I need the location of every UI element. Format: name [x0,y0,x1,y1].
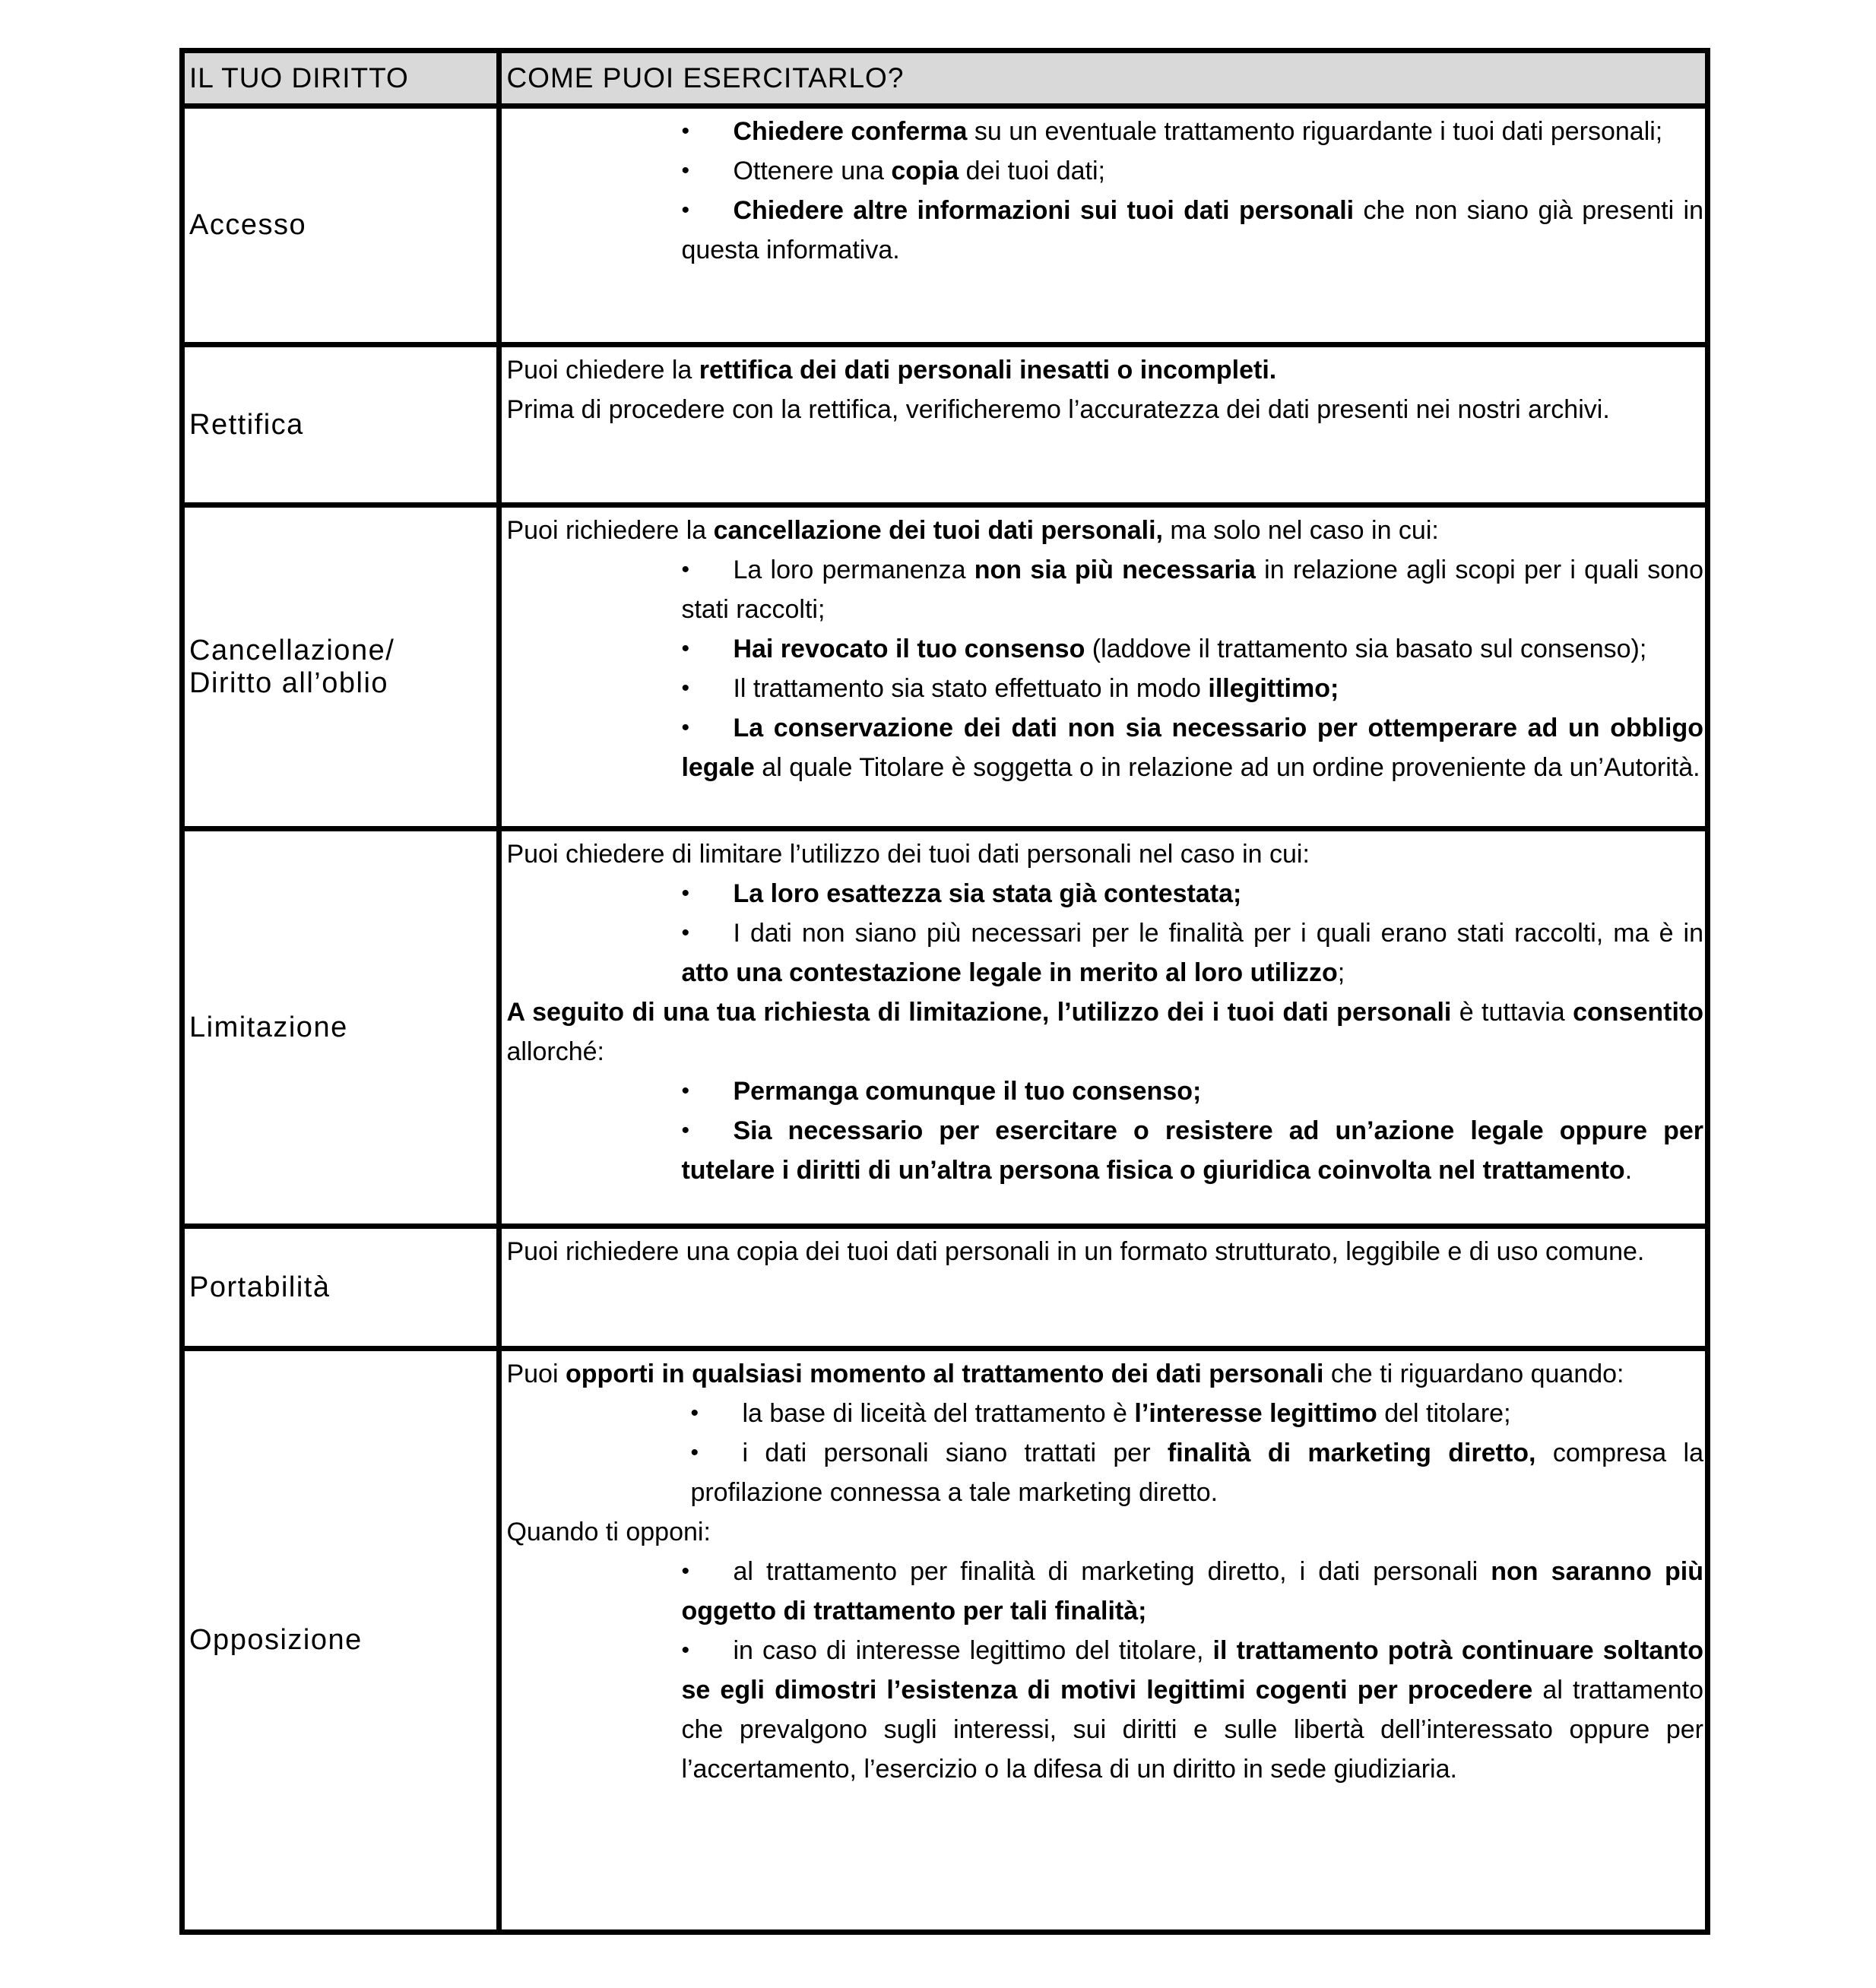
list-item: • Permanga comunque il tuo consenso; [681,1072,1703,1111]
list-item: • al trattamento per finalità di marketing diretto, i dati personali non saranno più oggetto di trattamento per tali finalità; [681,1552,1703,1631]
bullet-icon: • [681,198,689,223]
rights-table [179,48,1710,1935]
table-row-portabilita [182,1227,1708,1349]
header-how: COME PUOI ESERCITARLO? [499,51,1708,106]
right-description: Puoi chiedere di limitare l’utilizzo dei tuoi dati personali nel caso in cui: • La loro esattezza sia stata già contestata; • I dati non siano più necessari per le finalità per i quali erano stati raccolti, ma è in atto una contestazione legale in merito al loro utilizzo; A seguito di una tua richiesta di limitazione, l’utilizzo dei i tuoi dati personali è tuttavia consentito allorché: • Permanga comunque il tuo consenso; • Sia necessario per esercitare o resistere ad un’azione legale oppure per tutelare i diritti di un’altra persona fisica o giuridica coinvolta nel trattamento. [499,829,1708,1227]
bullet-icon: • [681,920,689,945]
list-item: • in caso di interesse legittimo del titolare, il trattamento potrà continuare soltanto se egli dimostri l’esistenza di motivi legittimi cogenti per procedere al trattamento che prevalgono sugli interessi, sui diritti e sulle libertà dell’interessato oppure per l’accertamento, l’esercizio o la difesa di un diritto in sede giudiziaria. [681,1631,1703,1789]
right-label: Portabilità [182,1227,499,1349]
right-label: Opposizione [182,1349,499,1933]
list-item: • Chiedere conferma su un eventuale trattamento riguardante i tuoi dati personali; [681,112,1703,151]
header-right: IL TUO DIRITTO [182,51,499,106]
right-label: Rettifica [182,345,499,505]
table-row-accesso [182,106,1708,345]
list-item: • La loro permanenza non sia più necessaria in relazione agli scopi per i quali sono stati raccolti; [681,550,1703,629]
bullet-icon: • [681,881,689,906]
right-label: Cancellazione/ Diritto all’oblio [182,505,499,829]
table-row-cancellazione [182,505,1708,829]
bullet-icon: • [690,1401,699,1426]
bullet-icon: • [690,1440,699,1465]
list-item: • la base di liceità del trattamento è l’interesse legittimo del titolare; [690,1394,1703,1433]
bullet-icon: • [681,636,689,661]
bullet-icon: • [681,1638,689,1663]
bullet-icon: • [681,1078,689,1103]
right-description [499,106,1708,345]
list-item: • Sia necessario per esercitare o resistere ad un’azione legale oppure per tutelare i diritti di un’altra persona fisica o giuridica coinvolta nel trattamento. [681,1111,1703,1190]
table-row-opposizione [182,1349,1708,1933]
bullet-icon: • [681,119,689,144]
list-item: • i dati personali siano trattati per finalità di marketing diretto, compresa la profilazione connessa a tale marketing diretto. [690,1433,1703,1512]
bullet-icon: • [681,1559,689,1584]
bullet-icon: • [681,557,689,582]
list-item: • La conservazione dei dati non sia necessario per ottemperare ad un obbligo legale al quale Titolare è soggetta o in relazione ad un ordine proveniente da un’Autorità. [681,708,1703,787]
list-item: • La loro esattezza sia stata già contestata; [681,874,1703,913]
list-item: • Hai revocato il tuo consenso (laddove il trattamento sia basato sul consenso); [681,629,1703,669]
list-item: • I dati non siano più necessari per le finalità per i quali erano stati raccolti, ma è in atto una contestazione legale in merito al loro utilizzo; [681,913,1703,992]
list-item: • Chiedere altre informazioni sui tuoi dati personali che non siano già presenti in questa informativa. [681,191,1703,270]
right-label: Accesso [182,106,499,345]
right-description: Puoi opporti in qualsiasi momento al trattamento dei dati personali che ti riguardano quando: • la base di liceità del trattamento è l’interesse legittimo del titolare; • i dati personali siano trattati per finalità di marketing diretto, compresa la profilazione connessa a tale marketing diretto. Quando ti opponi: • al trattamento per finalità di marketing diretto, i dati personali non saranno più oggetto di trattamento per tali finalità; • in caso di interesse legittimo del titolare, il trattamento potrà continuare soltanto se egli dimostri l’esistenza di motivi legittimi cogenti per procedere al trattamento che prevalgono sugli interessi, sui diritti e sulle libertà dell’interessato oppure per l’accertamento, l’esercizio o la difesa di un diritto in sede giudiziaria. [499,1349,1708,1933]
bullet-icon: • [681,676,689,701]
right-description: Puoi richiedere la cancellazione dei tuoi dati personali, ma solo nel caso in cui: • La loro permanenza non sia più necessaria in relazione agli scopi per i quali sono stati raccolti; • Hai revocato il tuo consenso (laddove il trattamento sia basato sul consenso); • Il trattamento sia stato effettuato in modo illegittimo; • La conservazione dei dati non sia necessario per ottemperare ad un obbligo legale al quale Titolare è soggetta o in relazione ad un ordine proveniente da un’Autorità. [499,505,1708,829]
list-item: • Ottenere una copia dei tuoi dati; [681,151,1703,191]
right-label: Limitazione [182,829,499,1227]
table-row-rettifica [182,345,1708,505]
table-row-limitazione [182,829,1708,1227]
bullet-icon: • [681,1118,689,1143]
bullet-icon: • [681,715,689,740]
right-description: Puoi richiedere una copia dei tuoi dati personali in un formato strutturato, leggibile e di uso comune. [499,1227,1708,1349]
table-header-row [182,51,1708,106]
right-description: Puoi chiedere la rettifica dei dati personali inesatti o incompleti. Prima di procedere con la rettifica, verificheremo l’accuratezza dei dati presenti nei nostri archivi. [499,345,1708,505]
bullet-icon: • [681,158,689,183]
list-item: • Il trattamento sia stato effettuato in modo illegittimo; [681,669,1703,708]
